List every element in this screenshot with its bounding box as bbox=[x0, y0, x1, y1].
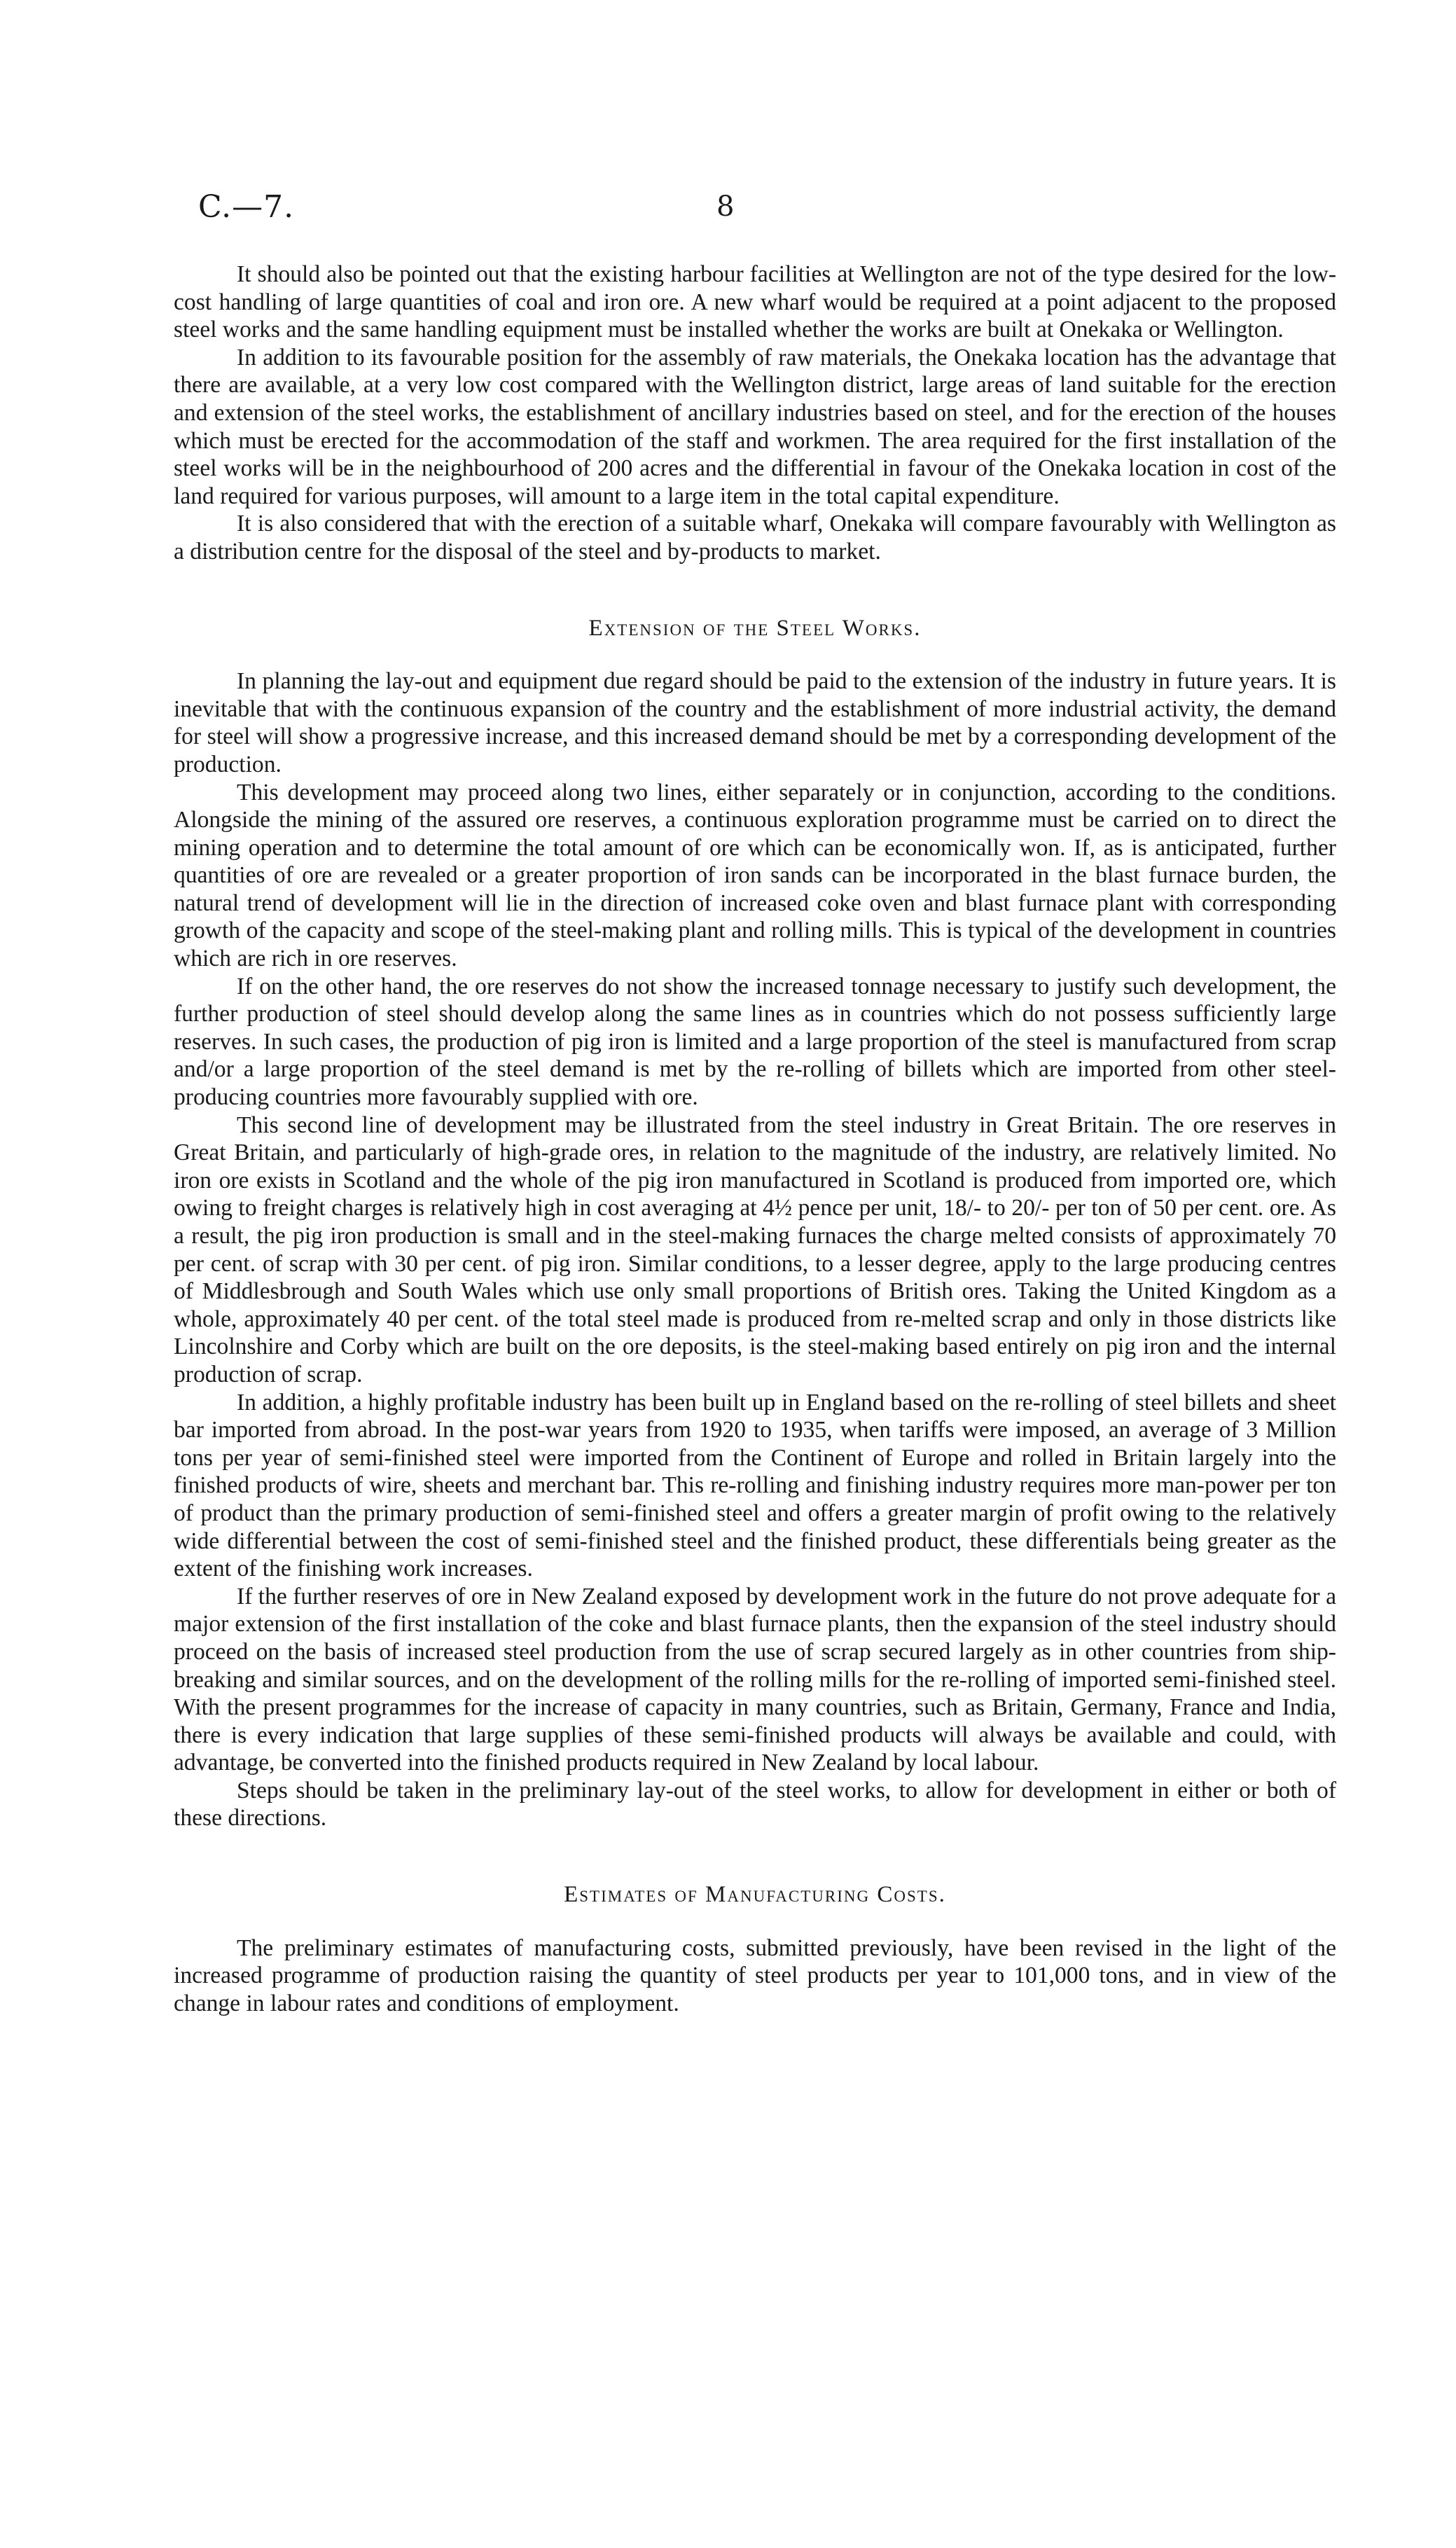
page-header bbox=[198, 189, 1361, 231]
paragraph: This second line of development may be illustrated from the steel industry in Great Britain. The ore reserves in Great Britain, and particularly of high-grade ores, in relation to the magnitude of the industry, are relatively limited. No iron ore exists in Scotland and the whole of the pig iron manufactured in Scotland is produced from imported ore, which owing to freight charges is relatively high in cost averaging at 4½ pence per unit, 18/- to 20/- per ton of 50 per cent. ore. As a result, the pig iron production is small and in the steel-making furnaces the charge melted consists of approximately 70 per cent. of scrap with 30 per cent. of pig iron. Similar conditions, to a lesser degree, apply to the large producing centres of Middlesbrough and South Wales which use only small proportions of British ores. Taking the United Kingdom as a whole, approximately 40 per cent. of the total steel made is produced from re-melted scrap and only in those districts like Lincolnshire and Corby which are built on the ore deposits, is the steel-making based entirely on pig iron and the internal production of scrap. bbox=[174, 1112, 1336, 1387]
document-body bbox=[174, 261, 1336, 2017]
paragraph: It should also be pointed out that the existing harbour facilities at Wellington are not of the type desired for the low-cost handling of large quantities of coal and iron ore. A new wharf would be required at a point adjacent to the proposed steel works and the same handling equipment must be installed whether the works are built at Onekaka or Wellington. bbox=[174, 261, 1336, 343]
paragraph: In addition to its favourable position for the assembly of raw materials, the Onekaka location has the advantage that there are available, at a very low cost compared with the Wellington district, large areas of land suitable for the erection and extension of the steel works, the establishment of ancillary industries based on steel, and for the erection of the houses which must be erected for the accommodation of the staff and workmen. The area required for the first installation of the steel works will be in the neighbourhood of 200 acres and the differential in favour of the Onekaka location in cost of the land required for various purposes, will amount to a large item in the total capital expenditure. bbox=[174, 344, 1336, 509]
section-heading-estimates: Estimates of Manufacturing Costs. bbox=[564, 1882, 946, 1908]
paragraph: It is also considered that with the erection of a suitable wharf, Onekaka will compare favourably with Wellington as a distribution centre for the disposal of the steel and by-products to market. bbox=[174, 511, 1336, 565]
page-number: 8 bbox=[716, 191, 735, 223]
paragraph: Steps should be taken in the preliminary lay-out of the steel works, to allow for development in either or both of these directions. bbox=[174, 1777, 1336, 1832]
document-reference: C.—7. bbox=[198, 189, 295, 225]
section-heading-extension: Extension of the Steel Works. bbox=[588, 615, 922, 641]
paragraph: The preliminary estimates of manufacturing costs, submitted previously, have been revised in the light of the increased programme of production raising the quantity of steel products per year to 101,000 tons, and in view of the change in labour rates and conditions of employment. bbox=[174, 1934, 1336, 2016]
paragraph: In addition, a highly profitable industry has been built up in England based on the re-rolling of steel billets and sheet bar imported from abroad. In the post-war years from 1920 to 1935, when tariffs were imposed, an average of 3 Million tons per year of semi-finished steel were imported from the Continent of Europe and rolled in Britain largely into the finished products of wire, sheets and merchant bar. This re-rolling and finishing industry requires more man-power per ton of product than the primary production of semi-finished steel and offers a greater margin of profit owing to the relatively wide differential between the cost of semi-finished steel and the finished product, these differentials being greater as the extent of the finishing work increases. bbox=[174, 1389, 1336, 1582]
paragraph: If the further reserves of ore in New Zealand exposed by development work in the future do not prove adequate for a major extension of the first installation of the coke and blast furnace plants, then the expansion of the steel industry should proceed on the basis of increased steel production from the use of scrap secured largely as in other countries from ship-breaking and similar sources, and on the development of the rolling mills for the re-rolling of imported semi-finished steel. With the present programmes for the increase of capacity in many countries, such as Britain, Germany, France and India, there is every indication that large supplies of these semi-finished products will always be available and could, with advantage, be converted into the finished products required in New Zealand by local labour. bbox=[174, 1583, 1336, 1776]
paragraph: If on the other hand, the ore reserves do not show the increased tonnage necessary to justify such development, the further production of steel should develop along the same lines as in countries which do not possess sufficiently large reserves. In such cases, the production of pig iron is limited and a large proportion of the steel is manufactured from scrap and/or a large proportion of the steel demand is met by the re-rolling of billets which are imported from other steel-producing countries more favourably supplied with ore. bbox=[174, 973, 1336, 1111]
paragraph: This development may proceed along two lines, either separately or in conjunction, according to the conditions. Alongside the mining of the assured ore reserves, a continuous exploration programme must be carried on to direct the mining operation and to determine the total amount of ore which can be economically won. If, as is anticipated, further quantities of ore are revealed or a greater proportion of iron sands can be incorporated in the blast furnace burden, the natural trend of development will lie in the direction of increased coke oven and blast furnace plant with corresponding growth of the capacity and scope of the steel-making plant and rolling mills. This is typical of the development in countries which are rich in ore reserves. bbox=[174, 779, 1336, 972]
paragraph: In planning the lay-out and equipment due regard should be paid to the extension of the industry in future years. It is inevitable that with the continuous expansion of the country and the establishment of more industrial activity, the demand for steel will show a progressive increase, and this increased demand should be met by a corresponding development of the production. bbox=[174, 668, 1336, 777]
